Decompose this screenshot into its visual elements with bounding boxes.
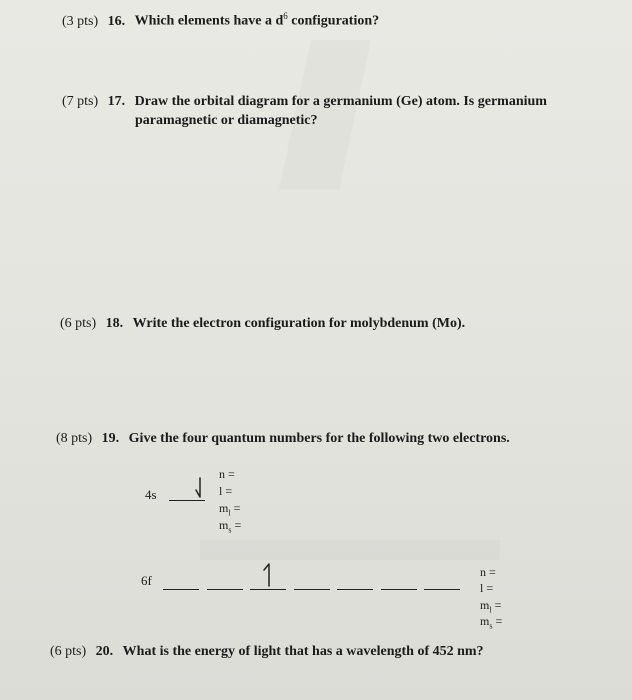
orbital-label-6f: 6f: [141, 573, 152, 588]
orbital-line-6f: [337, 589, 373, 590]
question-text: Which elements have a d: [134, 13, 284, 29]
question-text: Give the four quantum numbers for the following two electrons.: [128, 431, 510, 446]
quantum-n-4s: n =: [219, 467, 235, 481]
quantum-n-6f: n =: [480, 565, 496, 579]
question-17: [62, 93, 547, 110]
question-points: (7 pts): [62, 94, 99, 109]
orbital-line-6f: [250, 589, 286, 590]
spin-up-arrow-icon: [261, 562, 275, 588]
question-number: 16.: [107, 13, 126, 29]
superscript: 6: [283, 11, 288, 21]
question-18: [60, 315, 465, 332]
spin-down-arrow-icon: [193, 476, 207, 500]
question-20: [50, 643, 484, 660]
question-text: configuration?: [287, 13, 380, 29]
question-number: 17.: [107, 94, 126, 109]
orbital-line-4s: [169, 500, 205, 501]
quantum-ms-6f: $m_s$ =: [480, 614, 503, 631]
question-points: (3 pts): [62, 13, 99, 29]
quantum-ml-4s: $m_l$ =: [219, 501, 241, 518]
orbital-line-6f: [163, 589, 199, 590]
orbital-line-6f: [424, 589, 460, 590]
question-number: 20.: [95, 644, 114, 659]
orbital-label-4s: 4s: [145, 487, 157, 502]
question-points: (6 pts): [50, 644, 87, 659]
question-points: (8 pts): [56, 431, 93, 446]
question-number: 18.: [105, 316, 124, 331]
question-text: Draw the orbital diagram for a germanium (Ge) atom. Is germanium: [134, 94, 547, 109]
question-points: (6 pts): [60, 316, 97, 331]
orbital-line-6f: [294, 589, 330, 590]
quantum-l-4s: l =: [219, 484, 233, 498]
orbital-line-6f: [207, 589, 243, 590]
orbital-line-6f: [381, 589, 417, 590]
paper-shadow: [200, 540, 500, 560]
quantum-ml-6f: $m_l$ =: [480, 598, 502, 615]
quantum-l-6f: l =: [480, 581, 494, 595]
quantum-ms-4s: $m_s$ =: [219, 518, 242, 535]
question-text: Write the electron configuration for molybdenum (Mo).: [132, 316, 466, 331]
question-17-continuation: paramagnetic or diamagnetic?: [135, 113, 318, 128]
question-16: [62, 8, 379, 30]
question-19: [56, 430, 510, 447]
question-text: What is the energy of light that has a wavelength of 452 nm?: [122, 644, 484, 659]
question-number: 19.: [101, 431, 120, 446]
